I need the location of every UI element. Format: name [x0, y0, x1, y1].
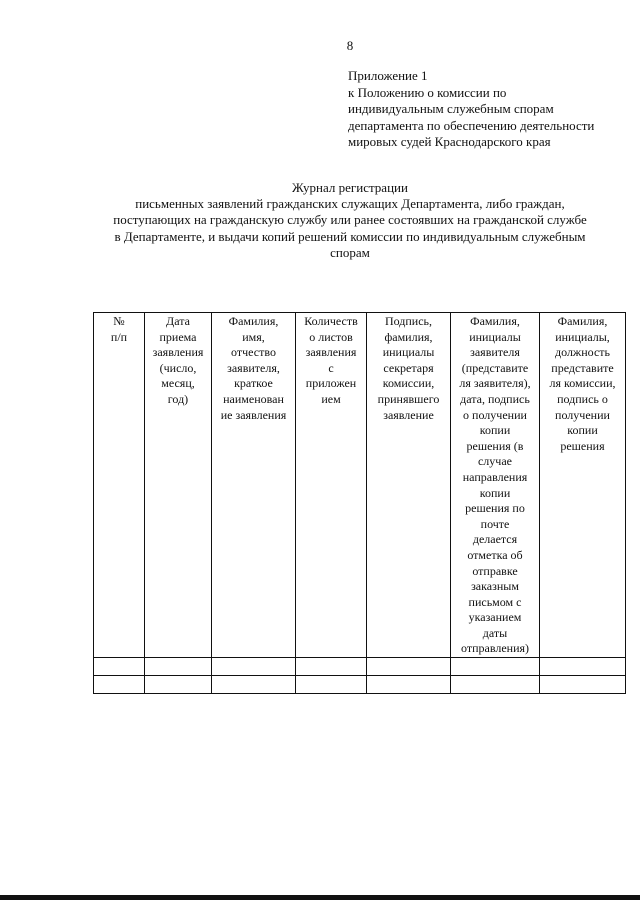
column-header-line: представите	[551, 360, 614, 375]
table-cell	[212, 676, 296, 694]
journal-subtitle	[85, 196, 615, 261]
column-header-line: заказным	[471, 579, 519, 594]
column-header-line: заявителя,	[227, 360, 280, 375]
column-header-line: имя,	[242, 329, 265, 344]
column-header-2	[145, 313, 212, 658]
column-header-line: Дата	[166, 314, 190, 328]
column-header-line: делается	[472, 532, 518, 547]
journal-subtitle-line: в Департаменте, и выдачи копий решений комиссии по индивидуальным служебным	[114, 228, 586, 244]
column-header-line: решения по	[465, 501, 525, 516]
column-header-line: приема	[159, 329, 197, 344]
column-header-line: заявления	[305, 345, 357, 360]
column-header-line: инициалы,	[555, 329, 610, 344]
journal-subtitle-line: поступающих на гражданскую службу или ранее состоявших на гражданской службе	[113, 212, 587, 228]
journal-subtitle-line: спорам	[330, 244, 370, 260]
column-header-line: подпись о	[557, 391, 608, 406]
column-header-line: почте	[480, 516, 510, 531]
column-header-line: инициалы	[469, 329, 521, 344]
column-header-line: решения	[560, 438, 605, 453]
appendix-line: мировых судей Краснодарского края	[348, 134, 551, 149]
column-header-line: принявшего	[377, 391, 440, 406]
table-row	[94, 676, 626, 694]
table-cell	[451, 658, 540, 676]
column-header-line: (представите	[461, 360, 529, 375]
column-header-line: №	[113, 314, 125, 328]
column-header-line: Фамилия,	[228, 314, 279, 328]
table-cell	[540, 676, 626, 694]
column-header-line: Фамилия,	[557, 314, 608, 328]
table-row	[94, 658, 626, 676]
appendix-line: Приложение 1	[348, 68, 428, 83]
column-header-line: даты	[482, 625, 508, 640]
column-header-6	[451, 313, 540, 658]
table-cell	[296, 676, 367, 694]
column-header-line: отправке	[472, 563, 518, 578]
column-header-line: с	[328, 360, 334, 375]
column-header-line: ием	[321, 391, 341, 406]
column-header-line: инициалы	[382, 345, 435, 360]
table-cell	[145, 676, 212, 694]
column-header-line: должность	[555, 345, 610, 360]
table-body	[94, 658, 626, 694]
column-header-5	[367, 313, 451, 658]
table-cell	[451, 676, 540, 694]
table-cell	[367, 676, 451, 694]
column-header-line: о получении	[463, 407, 527, 422]
column-header-3	[212, 313, 296, 658]
column-header-line: секретаря	[383, 360, 434, 375]
column-header-line: отправления)	[460, 641, 529, 656]
column-header-line: краткое	[234, 376, 273, 391]
column-header-line: год)	[167, 391, 189, 406]
table-cell	[94, 676, 145, 694]
column-header-line: Количеств	[304, 314, 358, 328]
appendix-line: к Положению о комиссии по	[348, 84, 507, 100]
table-cell	[296, 658, 367, 676]
appendix-line: департамента по обеспечению деятельности	[348, 117, 595, 133]
column-header-line: п/п	[110, 329, 128, 344]
column-header-line: приложен	[305, 376, 357, 391]
column-header-line: Подпись,	[384, 314, 433, 328]
appendix-line: индивидуальным служебным спорам	[348, 101, 554, 116]
column-header-line: ля комиссии,	[549, 376, 616, 391]
column-header-line: заявителя	[470, 345, 520, 360]
table-cell	[540, 658, 626, 676]
column-header-line: ие заявления	[220, 407, 287, 422]
column-header-line: письмом с	[468, 594, 522, 609]
table-cell	[212, 658, 296, 676]
table-cell	[367, 658, 451, 676]
column-header-line: случае	[477, 454, 512, 469]
column-header-line: копии	[479, 485, 511, 500]
column-header-line: решения (в	[466, 438, 524, 453]
column-header-line: Фамилия,	[470, 314, 520, 328]
scan-edge-bar	[0, 895, 640, 900]
column-header-line: отметка об	[467, 547, 523, 562]
column-header-line: о листов	[309, 329, 353, 344]
table-cell	[145, 658, 212, 676]
column-header-line: указанием	[468, 610, 522, 625]
column-header-line: получении	[555, 407, 610, 422]
column-header-line: копии	[479, 423, 511, 438]
journal-subtitle-line: письменных заявлений гражданских служащих Департамента, либо граждан,	[135, 196, 565, 211]
column-header-7	[540, 313, 626, 658]
column-header-line: наименован	[223, 391, 284, 406]
registration-table	[93, 312, 626, 694]
column-header-line: комиссии,	[382, 376, 435, 391]
column-header-1	[94, 313, 145, 658]
column-header-line: ля заявителя),	[459, 376, 531, 391]
column-header-line: копии	[567, 423, 598, 438]
column-header-line: заявления	[152, 345, 204, 360]
column-header-4	[296, 313, 367, 658]
column-header-line: отчество	[231, 345, 276, 360]
column-header-line: (число,	[159, 360, 197, 375]
column-header-line: месяц,	[161, 376, 195, 391]
column-header-line: фамилия,	[384, 329, 433, 344]
column-header-line: направления	[462, 469, 528, 484]
journal-title: Журнал регистрации	[292, 180, 408, 195]
column-header-line: заявление	[383, 407, 434, 422]
table-cell	[94, 658, 145, 676]
column-header-line: дата, подпись	[460, 391, 530, 406]
page-number: 8	[346, 38, 354, 53]
appendix-block	[348, 68, 594, 151]
table-header-row	[94, 313, 626, 658]
